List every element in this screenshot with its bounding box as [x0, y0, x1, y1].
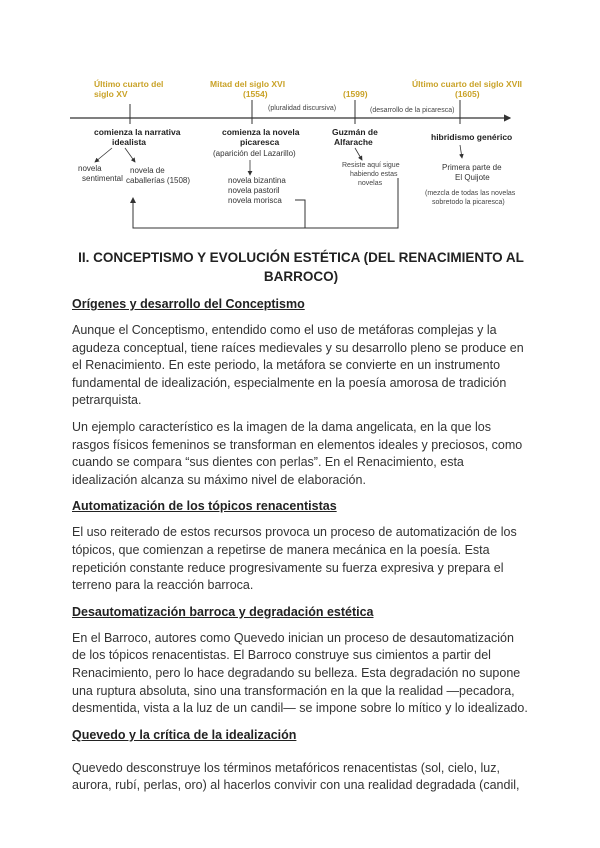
leaf-3-line1: novela bizantina: [228, 176, 286, 185]
branch-n4-l5: [460, 145, 462, 158]
period-4-line2: (1605): [455, 89, 480, 99]
paragraph: Un ejemplo característico es la imagen de la dama angelicata, en la que los rasgos físicos femeninos se transforman en elementos ideales y preciosos, como cuando se compara “sus dientes con perlas”. En el Renacimiento, esta idealización alcanza su máximo nivel de elaboración.: [72, 419, 523, 487]
node-1-line2: idealista: [112, 137, 147, 147]
period-3: (1599): [343, 89, 368, 99]
node-1-line1: comienza la narrativa: [94, 127, 181, 137]
paragraph: Aunque el Conceptismo, entendido como el uso de metáforas complejas y la agudeza conceptual, tiene raíces medievales y su desarrollo pleno se produce en el Renacimiento. En este periodo, la metáfora se convierte en un instrumento fundamental de idealización, especialmente en la poesía amorosa de tradición petrarquista.: [72, 323, 524, 408]
node-3-line2: Alfarache: [334, 137, 373, 147]
leaf-3-line3: novela morisca: [228, 196, 282, 205]
paragraph: En el Barroco, autores como Quevedo inician un proceso de desautomatización de los tópicos renacentistas. El Barroco construye sus cimientos a partir del Renacimiento, pero lo hace degradando su belleza. Esta degradación no supone una ruptura absoluta, sino una transformación en la que la realidad —pecadora, desmentida, vista a la luz de un candil— se impone sobre lo mítico y lo idealizado.: [72, 630, 528, 716]
period-2-line1: Mitad del siglo XVI: [210, 79, 286, 89]
leaf-4-line1: Resiste aquí sigue: [342, 162, 400, 169]
section-title: II. CONCEPTISMO Y EVOLUCIÓN ESTÉTICA (DEL RENACIMIENTO AL BARROCO): [78, 250, 524, 284]
subsection-heading-origenes: Orígenes y desarrollo del Conceptismo: [72, 297, 305, 311]
subsection-heading-quevedo: Quevedo y la crítica de la idealización: [72, 727, 297, 742]
document-body: [72, 248, 530, 804]
node-4: hibridismo genérico: [431, 132, 513, 142]
leaf-2-line1: novela de: [130, 166, 165, 175]
paragraph: El uso reiterado de estos recursos provoca un proceso de automatización de los tópicos, que comienzan a repetirse de manera mecánica en la poesía. Esta repetición constante reduce progresivamente su fuerza expresiva y prepara el terreno para la reacción barroca.: [72, 525, 517, 593]
node-2-line2: picaresca: [240, 137, 280, 147]
subsection-heading-desautomatizacion: Desautomatización barroca y degradación estética: [72, 604, 374, 619]
return-arrow-right: [305, 178, 398, 228]
leaf-5-line2: El Quijote: [455, 173, 490, 182]
leaf-5-line3: (mezcla de todas las novelas: [425, 190, 516, 197]
node-2-line1: comienza la novela: [222, 127, 300, 137]
leaf-1-line1: novela: [78, 164, 102, 173]
leaf-5-line4: sobretodo la picaresca): [432, 199, 505, 206]
period-1-line1: Último cuarto del: [94, 79, 164, 89]
subsection-heading-automatizacion: Automatización de los tópicos renacentistas: [72, 499, 337, 514]
leaf-5-line1: Primera parte de: [442, 163, 502, 172]
leaf-4-line2: habiendo estas: [350, 171, 398, 178]
period-1-line2: siglo XV: [94, 89, 128, 99]
period-2-line2: (1554): [243, 89, 268, 99]
leaf-1-line2: sentimental: [82, 174, 123, 183]
node-3-line1: Guzmán de: [332, 127, 378, 137]
leaf-3-line2: novela pastoril: [228, 186, 280, 195]
branch-n3-l4: [355, 148, 362, 160]
branch-n1-l2: [125, 148, 135, 162]
leaf-4-line3: novelas: [358, 180, 383, 187]
timeline-diagram: [0, 0, 600, 240]
period-4-line1: Último cuarto del siglo XVII: [412, 79, 523, 89]
annotation-desarrollo: (desarrollo de la picaresca): [370, 107, 455, 114]
node-2-sub: (aparición del Lazarillo): [213, 149, 296, 158]
paragraph: Quevedo desconstruye los términos metafóricos renacentistas (sol, cielo, luz, aurora, rubí, perlas, oro) al hacerlos convivir con una realidad degradada (candil,: [72, 760, 520, 793]
annotation-plural: (pluralidad discursiva): [268, 105, 337, 112]
leaf-2-line2: caballerías (1508): [126, 176, 191, 185]
branch-n1-l1: [95, 148, 112, 162]
